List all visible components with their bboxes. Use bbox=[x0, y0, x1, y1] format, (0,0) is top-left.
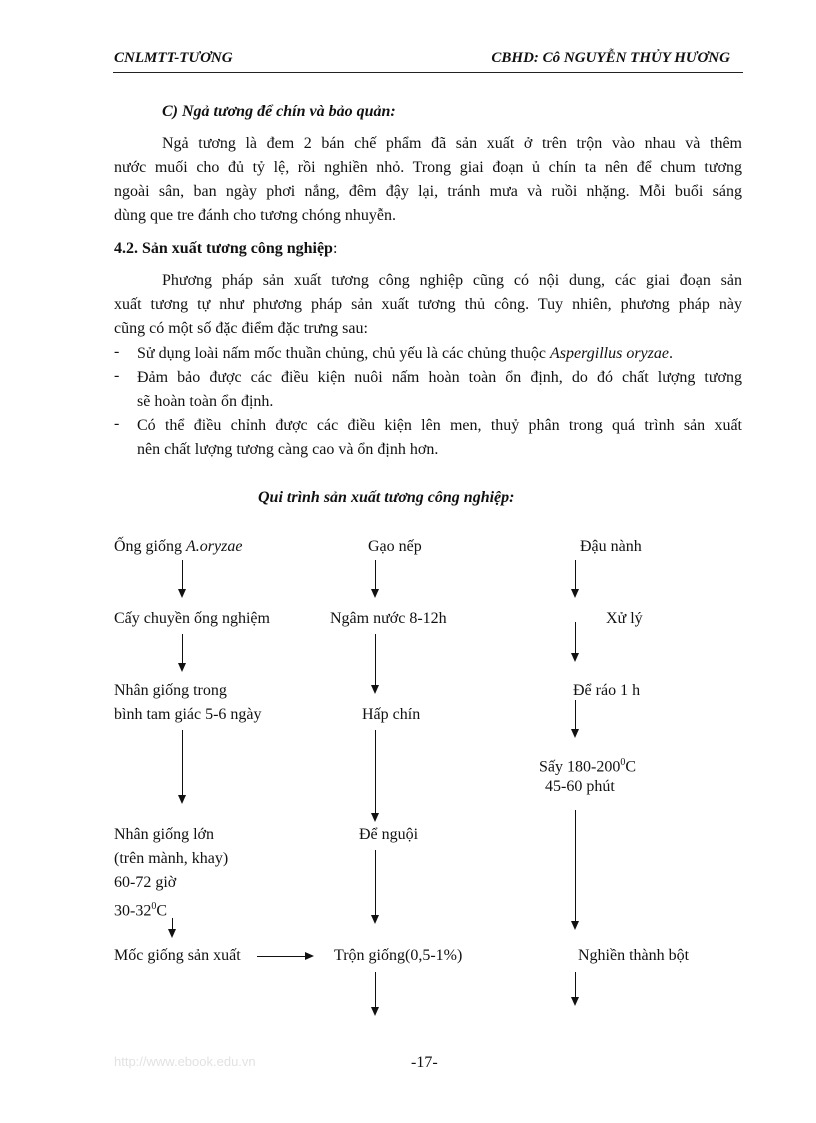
arrow-horizontal-head bbox=[305, 952, 314, 960]
arrow-col1-4-head bbox=[168, 929, 176, 938]
arrow-col1-2-head bbox=[178, 663, 186, 672]
arrow-col2-4-head bbox=[371, 915, 379, 924]
footer-watermark-url: http://www.ebook.edu.vn bbox=[114, 1054, 256, 1069]
arrow-col3-5-shaft bbox=[575, 972, 576, 998]
bullet-3-line-1: Có thể điều chỉnh được các điều kiện lên men, thuỷ phân trong quá trình sản xuất bbox=[137, 417, 742, 434]
flow-col3-node-2: Xử lý bbox=[606, 610, 643, 627]
flow-col3-node-1: Đậu nành bbox=[580, 538, 642, 555]
section-42-line-2: xuất tương tự như phương pháp sản xuất tương thủ công. Tuy nhiên, phương pháp này bbox=[114, 296, 742, 313]
arrow-col1-1-shaft bbox=[182, 560, 183, 590]
section-42-line-3: cũng có một số đặc điểm đặc trưng sau: bbox=[114, 320, 368, 337]
flow-col1-node-3b: bình tam giác 5-6 ngày bbox=[114, 706, 262, 723]
flow-col3-node-4b: 45-60 phút bbox=[545, 778, 615, 795]
arrow-col2-3-shaft bbox=[375, 730, 376, 814]
flow-col1-node-2: Cấy chuyền ống nghiệm bbox=[114, 610, 270, 627]
flow-col1-node-4a: Nhân giống lớn bbox=[114, 826, 215, 843]
section-c-line-4: dùng que tre đánh cho tương chóng nhuyễn. bbox=[114, 207, 396, 224]
header-left-title: CNLMTT-TƯƠNG bbox=[114, 50, 233, 66]
flow-col1-node-4d-unit: C bbox=[156, 902, 167, 920]
bullet-dash-1: - bbox=[114, 343, 120, 360]
flow-col2-node-3: Hấp chín bbox=[362, 706, 421, 723]
arrow-col2-5-shaft bbox=[375, 972, 376, 1008]
flow-col1-node-5: Mốc giống sản xuất bbox=[114, 947, 241, 964]
flow-col2-node-4: Để nguội bbox=[359, 826, 419, 843]
flow-col1-node-1-prefix: Ống giống bbox=[114, 538, 186, 555]
bullet-1-text: Sử dụng loài nấm mốc thuần chủng, chủ yếu là các chủng thuộc bbox=[137, 345, 551, 362]
flow-col3-node-4a-unit: C bbox=[625, 758, 636, 776]
arrow-col2-5-head bbox=[371, 1007, 379, 1016]
section-c-line-1: Ngả tương là đem 2 bán chế phẩm đã sản xuất ở trên trộn vào nhau và thêm bbox=[162, 135, 742, 152]
section-c-line-2: nước muối cho đủ tỷ lệ, rồi nghiền nhỏ. Trong giai đoạn ủ chín ta nên để chum tương bbox=[114, 159, 742, 176]
arrow-col2-2-head bbox=[371, 685, 379, 694]
bullet-dash-2: - bbox=[114, 367, 120, 384]
arrow-col3-2-head bbox=[571, 653, 579, 662]
arrow-col1-3-shaft bbox=[182, 730, 183, 796]
arrow-col1-1-head bbox=[178, 589, 186, 598]
arrow-horizontal-shaft bbox=[257, 956, 306, 957]
flow-col3-node-4a-sup: 0 bbox=[620, 757, 626, 768]
arrow-col3-3-head bbox=[571, 729, 579, 738]
flow-col1-node-4b: (trên mành, khay) bbox=[114, 850, 229, 867]
bullet-1-species: Aspergillus oryzae bbox=[550, 345, 669, 362]
bullet-1-tail: . bbox=[668, 345, 673, 362]
arrow-col2-1-head bbox=[371, 589, 379, 598]
arrow-col3-1-shaft bbox=[575, 560, 576, 590]
section-42-title: 4.2. Sản xuất tương công nghiệp bbox=[114, 240, 333, 257]
page-number: -17- bbox=[411, 1054, 438, 1071]
flow-col1-node-1 bbox=[114, 535, 242, 559]
flow-col2-node-1: Gạo nếp bbox=[368, 538, 422, 555]
flow-col1-node-1-species: A.oryzae bbox=[186, 538, 243, 555]
flow-col3-node-3: Để ráo 1 h bbox=[573, 682, 641, 699]
arrow-col2-3-head bbox=[371, 813, 379, 822]
arrow-col2-4-shaft bbox=[375, 850, 376, 916]
flow-col1-node-4d bbox=[114, 895, 167, 923]
section-c-title: C) Ngả tương để chín và bảo quản: bbox=[162, 103, 396, 120]
arrow-col3-5-head bbox=[571, 997, 579, 1006]
flow-col2-node-5: Trộn giống(0,5-1%) bbox=[334, 947, 463, 964]
header-right-supervisor: CBHD: Cô NGUYỄN THỦY HƯƠNG bbox=[491, 50, 730, 66]
section-c-line-3: ngoài sân, ban ngày phơi nắng, đêm đậy lại, tránh mưa và ruồi nhặng. Mỗi buổi sáng bbox=[114, 183, 742, 200]
bullet-2-line-1: Đảm bảo được các điều kiện nuôi nấm hoàn toàn ổn định, do đó chất lượng tương bbox=[137, 369, 742, 386]
flow-col1-node-4d-sup: 0 bbox=[151, 901, 157, 912]
header-rule bbox=[113, 72, 743, 73]
arrow-col1-3-head bbox=[178, 795, 186, 804]
flow-col3-node-4a-temp: Sấy 180-200 bbox=[539, 758, 621, 776]
arrow-col3-1-head bbox=[571, 589, 579, 598]
arrow-col1-2-shaft bbox=[182, 634, 183, 664]
arrow-col3-2-shaft bbox=[575, 622, 576, 654]
arrow-col2-2-shaft bbox=[375, 634, 376, 686]
section-42-heading bbox=[114, 238, 337, 260]
flow-title: Qui trình sản xuất tương công nghiệp: bbox=[258, 489, 515, 506]
arrow-col2-1-shaft bbox=[375, 560, 376, 590]
flow-col1-node-4d-temp: 30-32 bbox=[114, 902, 152, 920]
section-42-line-1: Phương pháp sản xuất tương công nghiệp cũng có nội dung, các giai đoạn sản bbox=[162, 272, 742, 289]
arrow-col3-4-head bbox=[571, 921, 579, 930]
section-42-colon: : bbox=[332, 240, 338, 257]
bullet-1 bbox=[137, 342, 742, 366]
bullet-3-line-2: nên chất lượng tương càng cao và ổn định hơn. bbox=[137, 441, 439, 458]
flow-col2-node-2: Ngâm nước 8-12h bbox=[330, 610, 447, 627]
flow-col1-node-4c: 60-72 giờ bbox=[114, 874, 177, 891]
flow-col1-node-3a: Nhân giống trong bbox=[114, 682, 227, 699]
flow-col3-node-5: Nghiền thành bột bbox=[578, 947, 690, 964]
arrow-col3-4-shaft bbox=[575, 810, 576, 922]
bullet-2-line-2: sẽ hoàn toàn ổn định. bbox=[137, 393, 274, 410]
arrow-col3-3-shaft bbox=[575, 700, 576, 730]
bullet-dash-3: - bbox=[114, 415, 120, 432]
